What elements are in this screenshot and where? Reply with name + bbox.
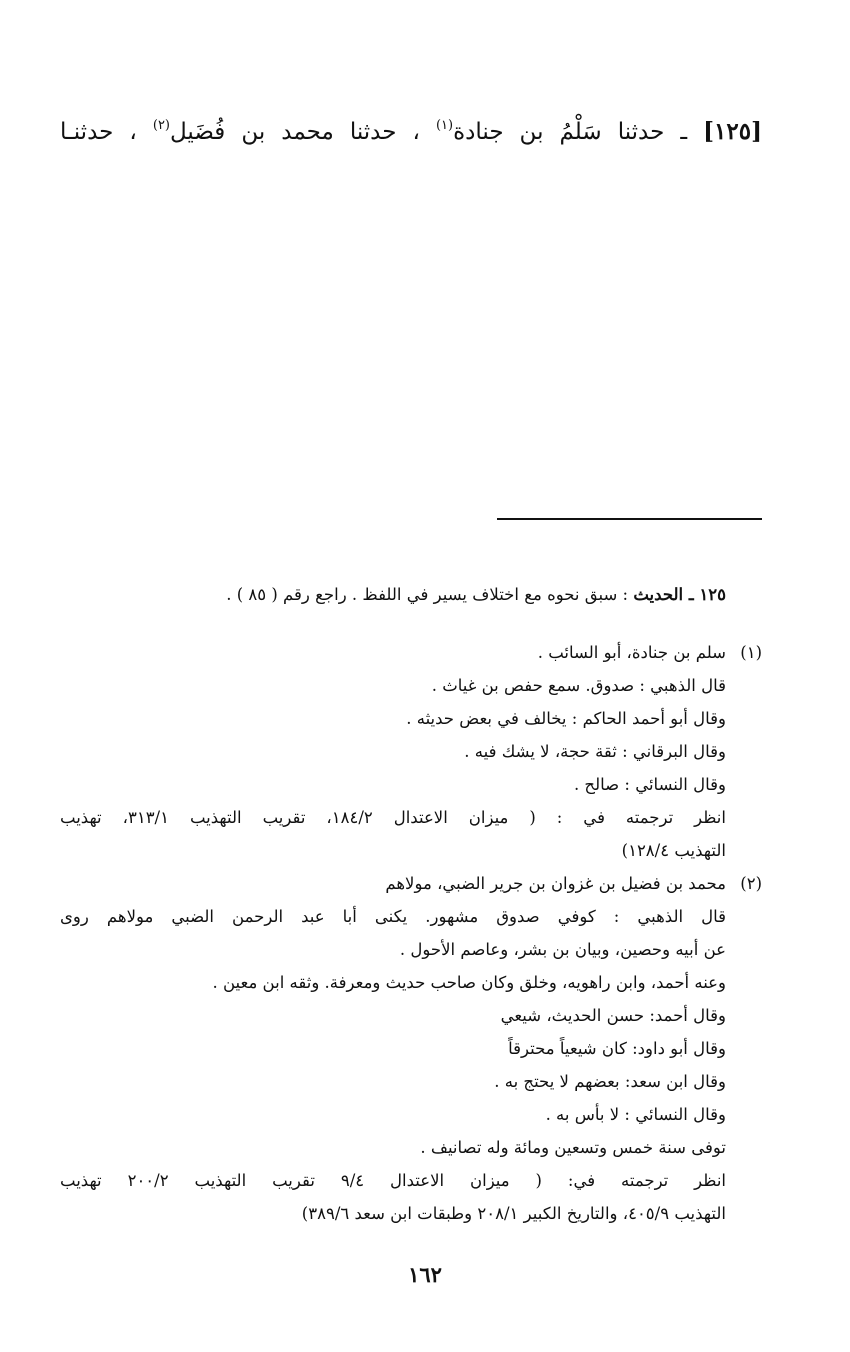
footnote-2-reference-cont: التهذيب ٤٠٥/٩، والتاريخ الكبير ٢٠٨/١ وطبقات ابن سعد ٣٨٩/٦) (301, 1204, 726, 1223)
footnote-1-line: قال الذهبي : صدوق. سمع حفص بن غياث . (431, 676, 726, 695)
hadith-text-part-1: ـ حدثنا سَلْمُ بن جنادة (453, 119, 704, 145)
footnote-1-reference-cont: التهذيب ١٢٨/٤) (621, 841, 726, 860)
footnote-1-line: وقال البرقاني : ثقة حجة، لا يشك فيه . (464, 742, 726, 761)
footnote-2-heading: محمد بن فضيل بن غزوان بن جرير الضبي، مولاهم (385, 874, 726, 893)
footnote-1 (60, 636, 762, 867)
footnote-2-quote: وقال أحمد: حسن الحديث، شيعي (500, 1006, 726, 1025)
page-number: ١٦٢ (408, 1262, 442, 1287)
hadith-text-part-3: ، حدثنـا (60, 119, 153, 145)
footnote-2-quote: وقال النسائي : لا بأس به . (545, 1105, 726, 1124)
footnote-2 (60, 867, 762, 1230)
footnote-1-heading: سلم بن جنادة، أبو السائب . (537, 643, 726, 662)
footnote-1-heading-line (60, 636, 762, 669)
footnote-ref-2[interactable]: (٢) (152, 118, 170, 133)
footnote-1-reference: انظر ترجمته في : ( ميزان الاعتدال ١٨٤/٢، تقريب التهذيب ٣١٣/١، تهذيب (60, 808, 726, 827)
footnote-2-reference: انظر ترجمته في: ( ميزان الاعتدال ٩/٤ تقريب التهذيب ٢٠٠/٢ تهذيب (60, 1171, 726, 1190)
hadith-note (60, 578, 762, 612)
hadith-text-part-2: ، حدثنا محمد بن فُضَيل (170, 119, 436, 145)
footnote-2-line: عن أبيه وحصين، وبيان بن بشر، وعاصم الأحول . (399, 940, 726, 959)
hadith-number: [١٢٥] (703, 118, 762, 145)
footnote-1-line: وقال أبو أحمد الحاكم : يخالف في بعض حديثه . (406, 709, 726, 728)
footnote-2-line: وعنه أحمد، وابن راهويه، وخلق وكان صاحب حديث ومعرفة. وثقه ابن معين . (212, 973, 726, 992)
hadith-note-label: ١٢٥ ـ الحديث (633, 585, 726, 604)
footnote-2-quote: وقال أبو داود: كان شيعياً محترقاً (508, 1039, 726, 1058)
footnotes (60, 578, 762, 1230)
footnote-2-quote: توفى سنة خمس وتسعين ومائة وله تصانيف . (420, 1138, 726, 1157)
footnote-2-line: قال الذهبي : كوفي صدوق مشهور. يكنى أبا عبد الرحمن الضبي مولاهم روى (60, 907, 726, 926)
footnote-1-number: (١) (740, 643, 762, 662)
footnote-2-heading-line (60, 867, 762, 900)
footnote-separator (497, 518, 762, 520)
footnote-ref-1[interactable]: (١) (435, 118, 454, 133)
footnote-2-quote: وقال ابن سعد: بعضهم لا يحتج به . (494, 1072, 726, 1091)
footnote-1-line: وقال النسائي : صالح . (573, 775, 726, 794)
hadith-text (60, 112, 762, 152)
footnote-2-number: (٢) (740, 874, 762, 893)
hadith-note-text: : سبق نحوه مع اختلاف يسير في اللفظ . راجع رقم ( ٨٥ ) . (226, 585, 634, 604)
